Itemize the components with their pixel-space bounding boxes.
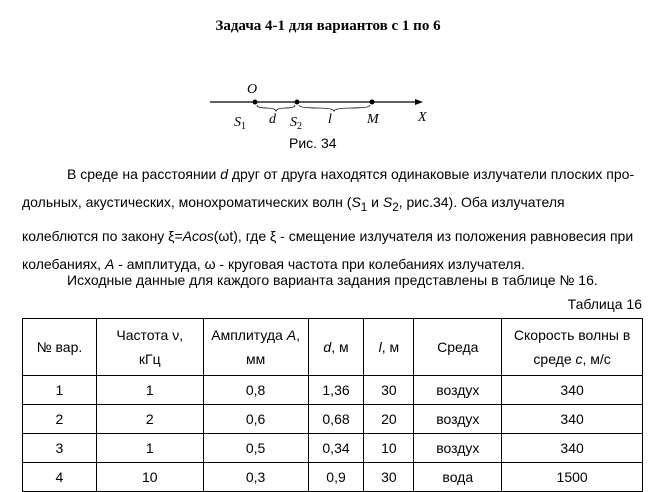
- cell-variant: 2: [23, 405, 97, 434]
- x-axis-arrow: [415, 99, 423, 105]
- cell-speed: 340: [502, 376, 643, 405]
- cell-medium: воздух: [414, 376, 502, 405]
- header-speed: Скорость волны в среде c, м/с: [502, 319, 643, 376]
- cell-l: 30: [364, 376, 414, 405]
- cell-d: 0,9: [308, 463, 364, 492]
- cell-l: 10: [364, 434, 414, 463]
- cell-speed: 340: [502, 434, 643, 463]
- point-s1: [253, 100, 258, 105]
- paragraph-data-note: Исходные данные для каждого варианта задания представлены в таблице № 16.: [67, 272, 598, 288]
- figure-caption: Рис. 34: [289, 135, 337, 151]
- label-x: X: [418, 110, 427, 125]
- header-d: d, м: [308, 319, 364, 376]
- cell-speed: 340: [502, 405, 643, 434]
- table-row: [23, 463, 643, 492]
- cell-frequency: 2: [96, 405, 203, 434]
- cell-frequency: 10: [96, 463, 203, 492]
- header-medium: Среда: [414, 319, 502, 376]
- cell-l: 20: [364, 405, 414, 434]
- header-variant: № вар.: [23, 319, 97, 376]
- cell-amplitude: 0,8: [203, 376, 308, 405]
- table-row: [23, 405, 643, 434]
- cell-amplitude: 0,6: [203, 405, 308, 434]
- table-row: [23, 434, 643, 463]
- label-s2: $S_2$: [290, 115, 302, 132]
- point-m: [370, 100, 375, 105]
- cell-amplitude: 0,3: [203, 463, 308, 492]
- cell-d: 1,36: [308, 376, 364, 405]
- header-amplitude: Амплитуда A, мм: [203, 319, 308, 376]
- cell-medium: воздух: [414, 434, 502, 463]
- paragraph-description: В среде на расстоянии d друг от друга находятся одинаковые излучатели плоских про-дольных, акустических, монохроматических волн ($S_1$ и $S_2$, рис.34). Оба излучателя колеблются по закону ξ=Acos(ωt), где ξ - смещение излучателя из положения равновесия при колебаниях, A - амплитуда, ω - круговая частота при колебаниях излучателя.: [22, 166, 635, 272]
- cell-d: 0,68: [308, 405, 364, 434]
- cell-d: 0,34: [308, 434, 364, 463]
- cell-variant: 1: [23, 376, 97, 405]
- header-l: l, м: [364, 319, 414, 376]
- cell-frequency: 1: [96, 434, 203, 463]
- cell-variant: 3: [23, 434, 97, 463]
- cell-medium: вода: [414, 463, 502, 492]
- brace-l: [299, 105, 370, 111]
- data-table: [22, 318, 643, 492]
- brace-d: [257, 105, 295, 111]
- cell-l: 30: [364, 463, 414, 492]
- label-m: M: [367, 112, 379, 127]
- cell-frequency: 1: [96, 376, 203, 405]
- page-title: Задача 4-1 для вариантов с 1 по 6: [215, 18, 441, 34]
- label-s1: $S_1$: [234, 115, 246, 132]
- label-l: l: [328, 112, 332, 127]
- table-label: Таблица 16: [567, 296, 642, 312]
- cell-speed: 1500: [502, 463, 643, 492]
- label-o: O: [247, 82, 258, 97]
- cell-medium: воздух: [414, 405, 502, 434]
- label-d: d: [269, 112, 276, 127]
- cell-variant: 4: [23, 463, 97, 492]
- point-s2: [295, 100, 300, 105]
- table-header-row: [23, 319, 643, 376]
- table-row: [23, 376, 643, 405]
- figure-34-diagram: [200, 78, 440, 138]
- cell-amplitude: 0,5: [203, 434, 308, 463]
- header-frequency: Частота ν, кГц: [96, 319, 203, 376]
